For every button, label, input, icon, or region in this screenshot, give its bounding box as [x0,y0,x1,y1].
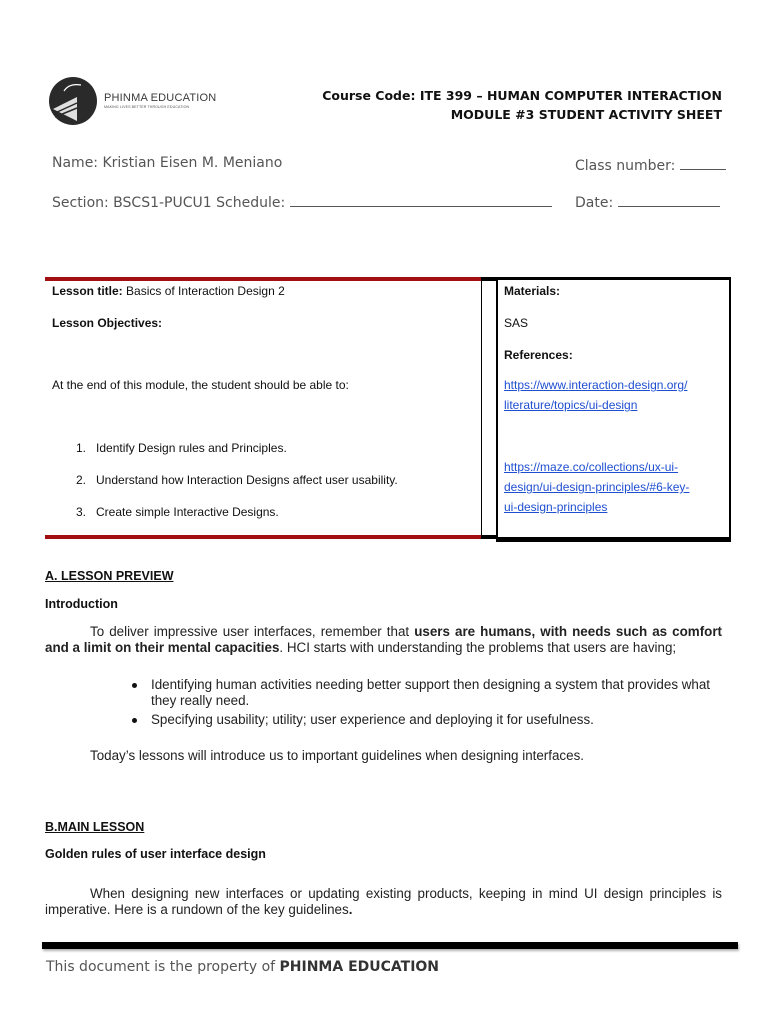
course-code: Course Code: ITE 399 – HUMAN COMPUTER INTERACTION [322,88,722,103]
emphasis-text: users are humans, with needs such as comfort and a limit on their mental capacities [45,624,723,655]
bullet-item: Specifying usability; utility; user experience and deploying it for usefulness. [151,712,594,727]
logo-text [104,92,216,109]
lesson-table-spacer [481,277,497,539]
logo-tagline: MAKING LIVES BETTER THROUGH EDUCATION [104,105,190,109]
bullet-icon [132,718,137,723]
lesson-title [52,284,285,298]
section-b-heading: B.MAIN LESSON [45,820,145,834]
materials-label: Materials: [504,284,561,298]
class-number-blank [680,155,726,170]
logo-name: PHINMA EDUCATION [104,92,217,104]
reference-link-2[interactable]: https://maze.co/collections/ux-ui- design/ui-design-principles/#6-key- ui-design-principles [504,460,690,514]
reference-link-1[interactable]: https://www.interaction-design.org/ literature/topics/ui-design [504,378,688,412]
document-header [322,86,722,124]
golden-rules-heading: Golden rules of user interface design [45,847,266,861]
section-schedule-field [52,192,552,211]
date-field [575,192,720,211]
footer-rule [42,942,738,949]
introduction-heading: Introduction [45,597,118,611]
objective-item: 1. Identify Design rules and Principles. [76,441,287,455]
lesson-title-value: Basics of Interaction Design 2 [126,284,285,298]
objectives-label: Lesson Objectives: [52,316,163,330]
class-number-field [575,155,726,174]
main-lesson-paragraph: When designing new interfaces or updating existing products, keeping in mind UI design principles is imperative. Here is a rundown of the key guidelines. [45,886,722,917]
references-label: References: [504,348,573,362]
logo-mark-icon [47,75,107,127]
schedule-label: Schedule: [216,195,286,211]
introduction-paragraph: To deliver impressive user interfaces, remember that users are humans, with needs such as comfort and a limit on their mental capacities. HCI starts with understanding the problems that users are having; [45,624,723,655]
lesson-title-label: Lesson title: [52,284,123,298]
bullet-item: Identifying human activities needing better support then designing a system that provides what they really need. [151,677,711,708]
objectives-intro: At the end of this module, the student should be able to: [52,378,349,392]
objective-item: 3. Create simple Interactive Designs. [76,505,279,519]
footer-text: This document is the property of PHINMA EDUCATION [46,959,440,975]
module-title: MODULE #3 STUDENT ACTIVITY SHEET [450,107,722,122]
date-blank [618,192,720,207]
class-number-label: Class number: [575,158,676,174]
footer-brand: PHINMA EDUCATION [279,959,440,975]
section-label: Section: BSCS1-PUCU1 [52,195,212,211]
date-label: Date: [575,195,614,211]
materials-value: SAS [504,316,529,330]
introduction-closing: Today’s lessons will introduce us to important guidelines when designing interfaces. [90,748,584,763]
schedule-blank [290,192,552,207]
section-a-heading: A. LESSON PREVIEW [45,569,174,583]
bullet-icon [132,683,137,688]
student-name: Name: Kristian Eisen M. Meniano [52,155,283,171]
objective-item: 2. Understand how Interaction Designs affect user usability. [76,473,398,487]
